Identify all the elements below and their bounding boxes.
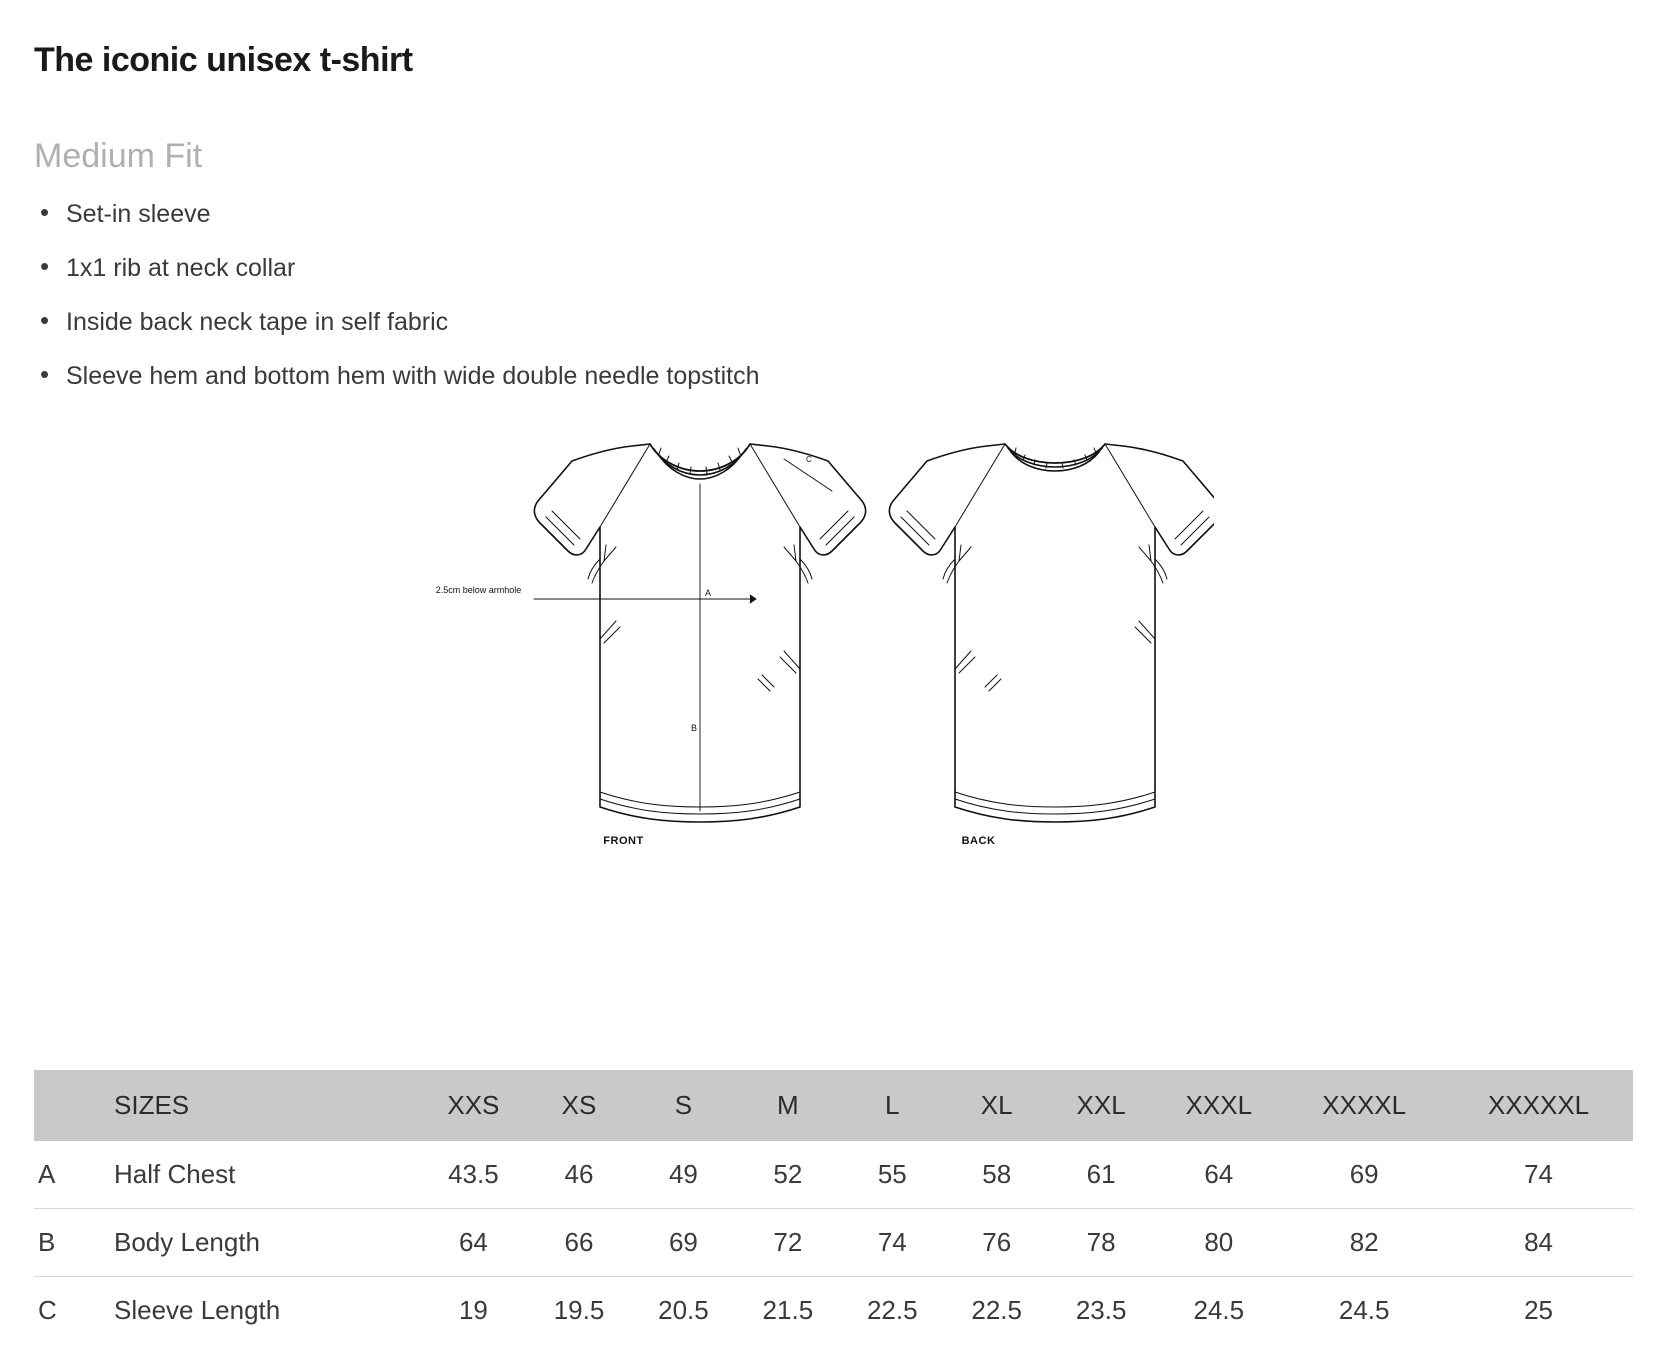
cell-value: 78: [1049, 1209, 1153, 1277]
cell-value: 25: [1524, 1295, 1554, 1325]
cell-value: 24.5: [1193, 1295, 1245, 1325]
size-table-head: [34, 1070, 1633, 1141]
header-size-xs: XS: [527, 1070, 631, 1141]
list-item: • Set-in sleeve: [34, 199, 1633, 229]
header-size-xxxxl: XXXXL: [1284, 1070, 1444, 1141]
table-header-row: [34, 1070, 1633, 1141]
header-size-l: L: [840, 1070, 944, 1141]
tshirt-schematic-svg: [454, 439, 1214, 869]
page-title: The iconic unisex t-shirt: [34, 41, 413, 79]
header-sizes: SIZES: [92, 1070, 420, 1141]
cell-value: 69: [631, 1209, 735, 1277]
cell-value: 49: [631, 1141, 735, 1209]
cell-value: 64: [420, 1209, 527, 1277]
cell-value: 74: [1444, 1141, 1633, 1209]
cell-value: 19.5: [553, 1295, 605, 1325]
row-label: Sleeve Length: [114, 1295, 281, 1325]
callout-below-armhole: 2.5cm below armhole: [435, 585, 522, 596]
row-label: Half Chest: [92, 1141, 420, 1209]
header-size-xxxxxl: XXXXXL: [1444, 1070, 1633, 1141]
cell-value: 80: [1153, 1209, 1284, 1277]
product-spec-page: [0, 40, 1667, 1349]
front-view-label: FRONT: [603, 835, 644, 848]
cell-value: 61: [1049, 1141, 1153, 1209]
header-size-s: S: [631, 1070, 735, 1141]
fit-subtitle: Medium Fit: [34, 136, 203, 175]
table-row: [34, 1141, 1633, 1209]
row-label: Body Length: [92, 1209, 420, 1277]
table-row: [34, 1209, 1633, 1277]
marker-b-label: B: [690, 723, 697, 734]
list-item: • 1x1 rib at neck collar: [34, 253, 1633, 283]
cell-value: 22.5: [971, 1295, 1022, 1325]
header-size-xxl: XXL: [1049, 1070, 1153, 1141]
tshirt-diagrams: [435, 439, 1214, 869]
feature-list: [34, 199, 1633, 391]
cell-value: 20.5: [658, 1295, 709, 1325]
cell-value: 52: [736, 1141, 840, 1209]
cell-value: 55: [840, 1141, 944, 1209]
cell-value: 84: [1444, 1209, 1633, 1277]
row-code: A: [34, 1141, 92, 1209]
header-size-xxxl: XXXL: [1153, 1070, 1284, 1141]
cell-value: 19: [458, 1295, 488, 1325]
header-code: [34, 1070, 92, 1141]
cell-value: 66: [527, 1209, 631, 1277]
header-size-m: M: [736, 1070, 840, 1141]
marker-a-label: A: [704, 588, 711, 599]
cell-value: 69: [1284, 1141, 1444, 1209]
front-view-drawing: [534, 444, 866, 822]
cell-value: 43.5: [420, 1141, 527, 1209]
marker-c-label: C: [805, 455, 812, 465]
cell-value: 64: [1153, 1141, 1284, 1209]
cell-value: 21.5: [762, 1295, 814, 1325]
header-size-xxs: XXS: [420, 1070, 527, 1141]
cell-value: 74: [840, 1209, 944, 1277]
cell-value: 22.5: [866, 1295, 918, 1325]
row-code: C: [38, 1295, 57, 1325]
row-code: B: [34, 1209, 92, 1277]
cell-value: 23.5: [1075, 1295, 1127, 1325]
size-table-body: [34, 1141, 1633, 1344]
cell-value: 76: [944, 1209, 1048, 1277]
size-table: [34, 1070, 1633, 1344]
list-item: • Sleeve hem and bottom hem with wide double needle topstitch: [34, 361, 1633, 391]
cell-value: 46: [527, 1141, 631, 1209]
cell-value: 72: [736, 1209, 840, 1277]
technical-drawing: [34, 439, 1633, 869]
back-view-label: BACK: [961, 835, 996, 848]
list-item: • Inside back neck tape in self fabric: [34, 307, 1633, 337]
size-chart: [34, 1070, 1633, 1344]
header-size-xl: XL: [944, 1070, 1048, 1141]
table-row: [34, 1277, 1633, 1345]
cell-value: 82: [1284, 1209, 1444, 1277]
cell-value: 24.5: [1338, 1295, 1390, 1325]
cell-value: 58: [944, 1141, 1048, 1209]
back-view-drawing: [889, 444, 1214, 822]
